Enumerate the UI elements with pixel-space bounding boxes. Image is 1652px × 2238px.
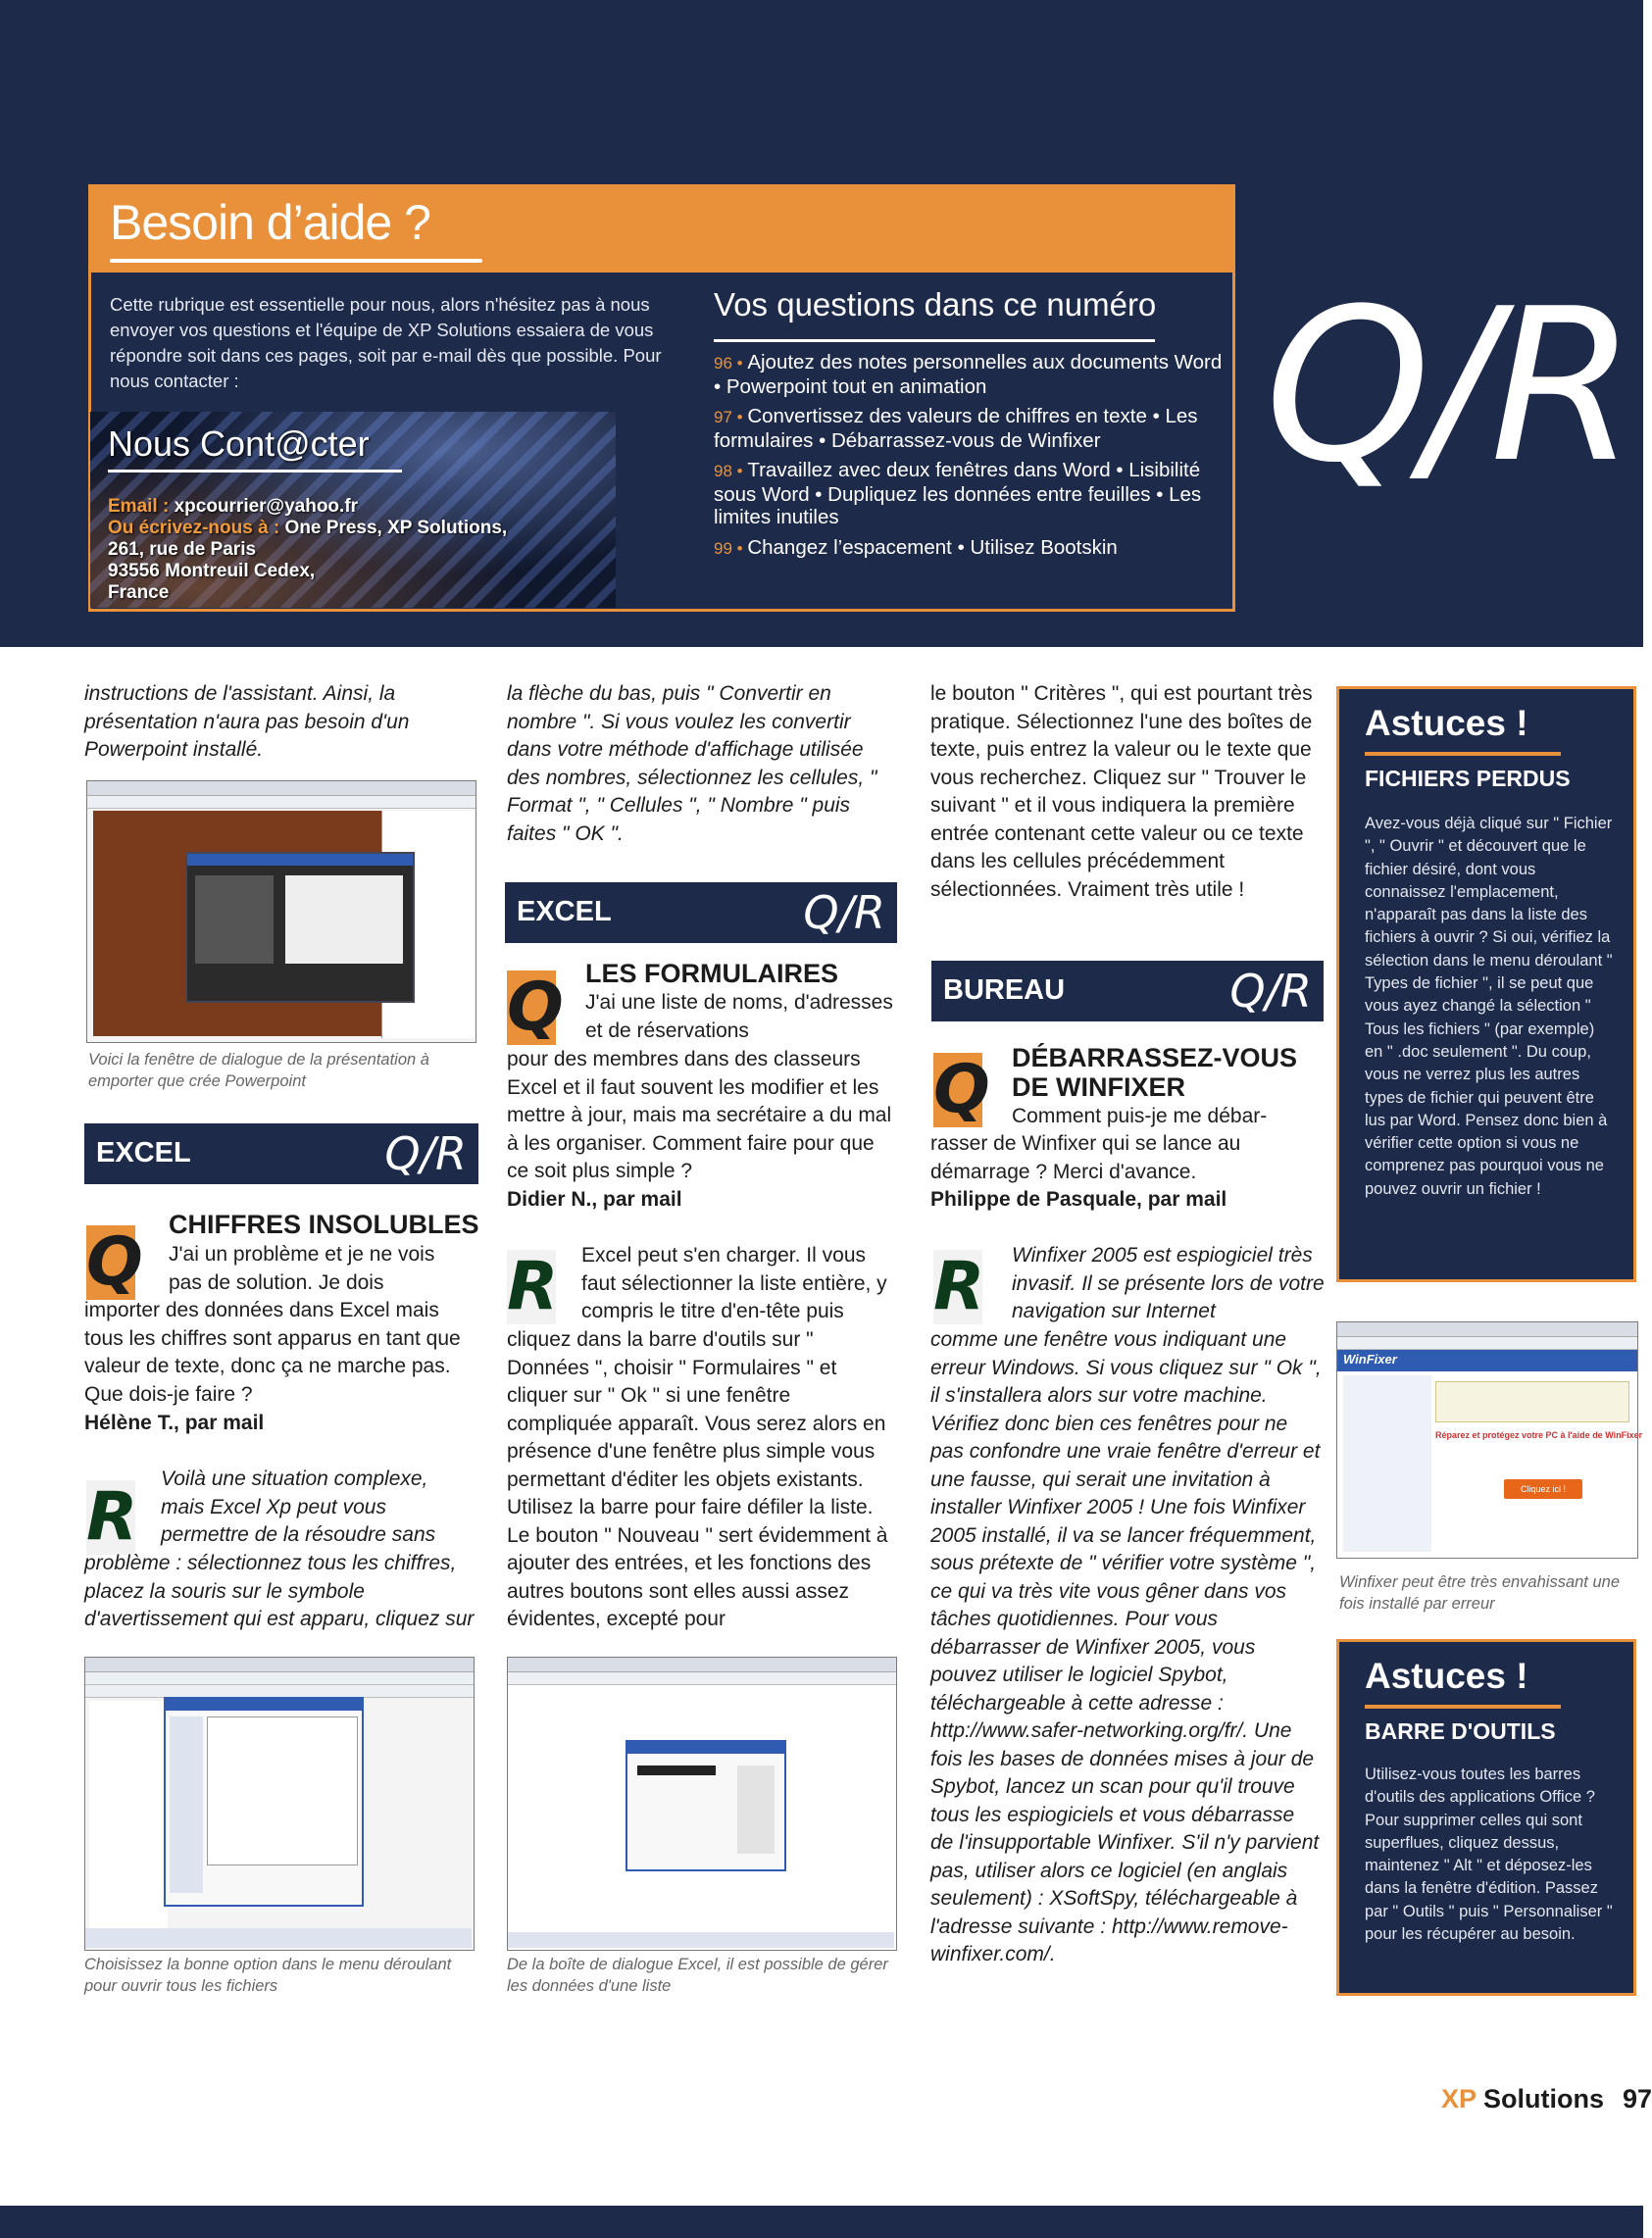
question-text: Convertissez des valeurs de chiffres en texte • Les formulaires • Débarrassez-vous de Winfixer [714,405,1198,452]
tips-title: Astuces ! [1365,1656,1528,1696]
powerpoint-screenshot [86,780,476,1043]
brand-xp: XP [1441,2084,1477,2114]
footer-brand [1441,2084,1604,2114]
winfixer-cta-button: Cliquez ici ! [1504,1479,1582,1499]
word-open-screenshot [84,1657,475,1951]
question-q-icon: Q [933,1051,990,1128]
question-item: 98 • Travaillez avec deux fenêtres dans Word • Lisibilité sous Word • Dupliquez les données entre feuilles • Les limites inutiles [714,459,1202,528]
question-q-icon: Q [86,1223,143,1301]
tips-body: Utilisez-vous toutes les barres d'outils des applications Office ? Pour supprimer celles qui sont superflues, cliquez dessus, maintenez " Alt " et déposez-les dans la fenêtre d'édition. Passez par " Outils " puis " Personnaliser " pour les récupérer au besoin. [1365,1766,1613,1944]
tips-title: Astuces ! [1365,703,1528,743]
col3-answer-continued: le bouton " Critères ", qui est pourtant très pratique. Sélectionnez l'une des boîtes de texte, puis entrez la valeur ou le texte que vous recherchez. Cliquez sur " Trouver le suivant " et il vous indiquera la première entrée contenant cette valeur ou ce texte dans les cellules précédemment sélectionnées. Vraiment très utile ! [930,682,1313,901]
question-text: rasser de Winfixer qui se lance au démarrage ? Merci d'avance. [930,1132,1241,1183]
question-q-icon: Q [507,969,564,1046]
caption-powerpoint: Voici la fenêtre de dialogue de la présentation à emporter que crée Powerpoint [88,1051,429,1090]
footer-band [0,2206,1643,2238]
answer-start: Voilà une situation complexe, mais Excel Xp peut vous permettre de la résoudre sans [161,1467,436,1546]
tips-body: Avez-vous déjà cliqué sur " Fichier ", " Ouvrir " et découvert que le fichier désiré, dont vous connaissez l'emplacement, n'apparaît pas dans la liste des fichiers à ouvrir ? Si oui, vérifiez la sélection dans le menu déroulant " Types de fichier ", il se peut que vous ayez changé la sélection " Tous les fichiers " (par exemple) en " .doc seulement ". Du coup, vous ne verrez plus les autres types de fichier qui peuvent être lus par Word. Pensez donc bien à vérifier cette option si vous ne comprenez pas pourquoi vous ne pouvez ouvrir un fichier ! [1365,815,1613,1198]
section-banner-bureau [931,961,1324,1021]
question-page: 99 [714,538,732,558]
question-page: 98 [714,462,732,480]
section-banner-excel [84,1123,478,1184]
qr-logo: Q/R [1265,263,1631,509]
page-number: 97 [1623,2084,1652,2114]
questions-title: Vos questions dans ce numéro [714,286,1157,323]
question-item: 97 • Convertissez des valeurs de chiffres en texte • Les formulaires • Débarrassez-vous de Winfixer [714,405,1198,452]
col2-answer-continued: la flèche du bas, puis " Convertir en nombre ". Si vous voulez les convertir dans votre méthode d'affichage utilisée des nombres, sélectionnez les cellules, " Format ", " Cellules ", " Nombre " puis faites " OK ". [507,682,877,845]
tips-underline [1365,752,1561,756]
contact-details [108,496,618,604]
winfixer-tagline: Réparez et protégez votre PC à l'aide de WinFixer [1435,1430,1643,1440]
questions-underline [714,339,1155,342]
question-text: Travaillez avec deux fenêtres dans Word • Lisibilité sous Word • Dupliquez les données entre feuilles • Les limites inutiles [714,459,1202,528]
question-text: Ajoutez des notes personnelles aux documents Word • Powerpoint tout en animation [714,351,1223,398]
tips-box-lost-files [1336,686,1636,1282]
help-intro-text: Cette rubrique est essentielle pour nous, alors n'hésitez pas à nous envoyer vos questions et l'équipe de XP Solutions essaiera de vous répondre soit dans ces pages, soit par e-mail dès que possible. Pour nous contacter : [110,294,662,391]
caption-word-open: Choisissez la bonne option dans le menu déroulant pour ouvrir tous les fichiers [84,1956,452,1995]
section-banner-excel [505,882,897,943]
contact-underline [108,470,402,472]
banner-label: EXCEL [96,1137,191,1169]
question-signature: Didier N., par mail [507,1188,682,1211]
answer-text: comme une fenêtre vous indiquant une erreur Windows. Si vous cliquez sur " Ok ", il s'installera alors sur votre machine. Vérifiez donc bien ces fenêtres pour ne pas confondre une vraie fenêtre d'erreur et une fausse, qui serait une invitation à installer Winfixer 2005 ! Une fois Winfixer 2005 installé, il va se lancer fréquemment, sous prétexte de " vérifier votre système ", ce qui va très vite vous gêner dans vos tâches quotidiennes. Pour vous débarrasser de Winfixer 2005, vous pouvez utiliser le logiciel Spybot, téléchargeable à cette adresse : http://www.safer-networking.org/fr/. Une fois les bases de données mises à jour de Spybot, lancez un scan pour qu'il trouve tous les espiogiciels et vous débarrasse de l'insupportable Winfixer. S'il n'y parvient pas, utiliser alors ce logiciel (en anglais seulement) : XSoftSpy, téléchargeable à l'adresse suivante : http://www.remove-winfixer.com/. [930,1328,1322,1965]
banner-qr: Q/R [803,886,885,939]
help-title: Besoin d’aide ? [110,195,430,250]
write-label: Ou écrivez-nous à : [108,518,285,538]
winfixer-screenshot [1336,1321,1643,1559]
question-item: 99 • Changez l’espacement • Utilisez Bootskin [714,535,1118,559]
address-line: 93556 Montreuil Cedex, [108,561,316,581]
questions-list [714,351,1224,567]
article-heading: LES FORMULAIRES [585,959,839,988]
question-page: 97 [714,408,732,426]
banner-qr: Q/R [1229,965,1312,1018]
contact-title: Nous Cont@cter [108,423,370,464]
address-line: 261, rue de Paris [108,539,257,560]
question-text: Changez l’espacement • Utilisez Bootskin [747,535,1118,559]
question-text: importer des données dans Excel mais tous les chiffres sont apparus en tant que valeur de texte, donc ça ne marche pas. Que dois-je faire ? [84,1299,461,1406]
brand-name: Solutions [1476,2084,1605,2114]
caption-excel-form: De la boîte de dialogue Excel, il est possible de gérer les données d'une liste [507,1956,888,1995]
answer-start: Excel peut s'en charger. Il vous faut sélectionner la liste entière, y compris le titre d'en-tête puis [581,1244,887,1322]
winfixer-logo: WinFixer [1343,1352,1397,1367]
answer-r-icon: R [933,1248,985,1325]
banner-label: BUREAU [943,974,1066,1006]
address-line: France [108,582,170,603]
question-item: 96 • Ajoutez des notes personnelles aux documents Word • Powerpoint tout en animation [714,351,1223,398]
tips-underline [1365,1705,1561,1709]
answer-r-icon: R [86,1478,138,1556]
tips-subtitle: BARRE D'OUTILS [1365,1718,1556,1744]
answer-start: Winfixer 2005 est espiogiciel très invasif. Il se présente lors de votre navigation sur Internet [1012,1244,1325,1322]
article-heading: DÉBARRASSEZ-VOUS [1012,1043,1298,1072]
tips-box-toolbars [1336,1639,1636,1996]
question-start: J'ai une liste de noms, d'adresses et de réservations [585,991,893,1042]
answer-text: cliquez dans la barre d'outils sur " Données ", choisir " Formulaires " et cliquer sur " Ok " si une fenêtre compliquée apparaît. Vous serez alors en présence d'une fenêtre plus simple vous permettant d'éditer les objets existants. Utilisez la barre pour faire défiler la liste. Le bouton " Nouveau " sert évidemment à ajouter des entrées, et les fonctions des autres boutons sont elles aussi assez évidentes, excepté pour [507,1328,888,1630]
article-heading: DE WINFIXER [1012,1072,1186,1102]
col1-intro: instructions de l'assistant. Ainsi, la présentation n'aura pas besoin d'un Powerpoint installé. [84,682,410,761]
question-signature: Philippe de Pasquale, par mail [930,1188,1227,1211]
question-page: 96 [714,354,732,373]
article-heading: CHIFFRES INSOLUBLES [169,1210,479,1239]
question-start: J'ai un problème et je ne vois pas de solution. Je dois [169,1243,435,1294]
question-text: pour des membres dans des classeurs Excel et il faut souvent les modifier et les mettre à jour, mais ma secrétaire a du mal à les organiser. Comment faire pour que ce soit plus simple ? [507,1048,892,1182]
question-signature: Hélène T., par mail [84,1412,265,1434]
address-line: One Press, XP Solutions, [284,518,508,538]
tips-subtitle: FICHIERS PERDUS [1365,766,1571,791]
email-link[interactable]: xpcourrier@yahoo.fr [174,496,359,517]
excel-form-screenshot [507,1657,897,1951]
caption-winfixer: Winfixer peut être très envahissant une fois installé par erreur [1339,1573,1621,1613]
title-underline [110,259,482,263]
question-start: Comment puis-je me débar- [1012,1105,1268,1127]
answer-text: problème : sélectionnez tous les chiffres, placez la souris sur le symbole d'avertissement qui est apparu, cliquez sur [84,1552,475,1630]
answer-r-icon: R [507,1248,559,1325]
banner-label: EXCEL [517,896,612,927]
email-label: Email : [108,496,175,517]
banner-qr: Q/R [384,1127,467,1180]
